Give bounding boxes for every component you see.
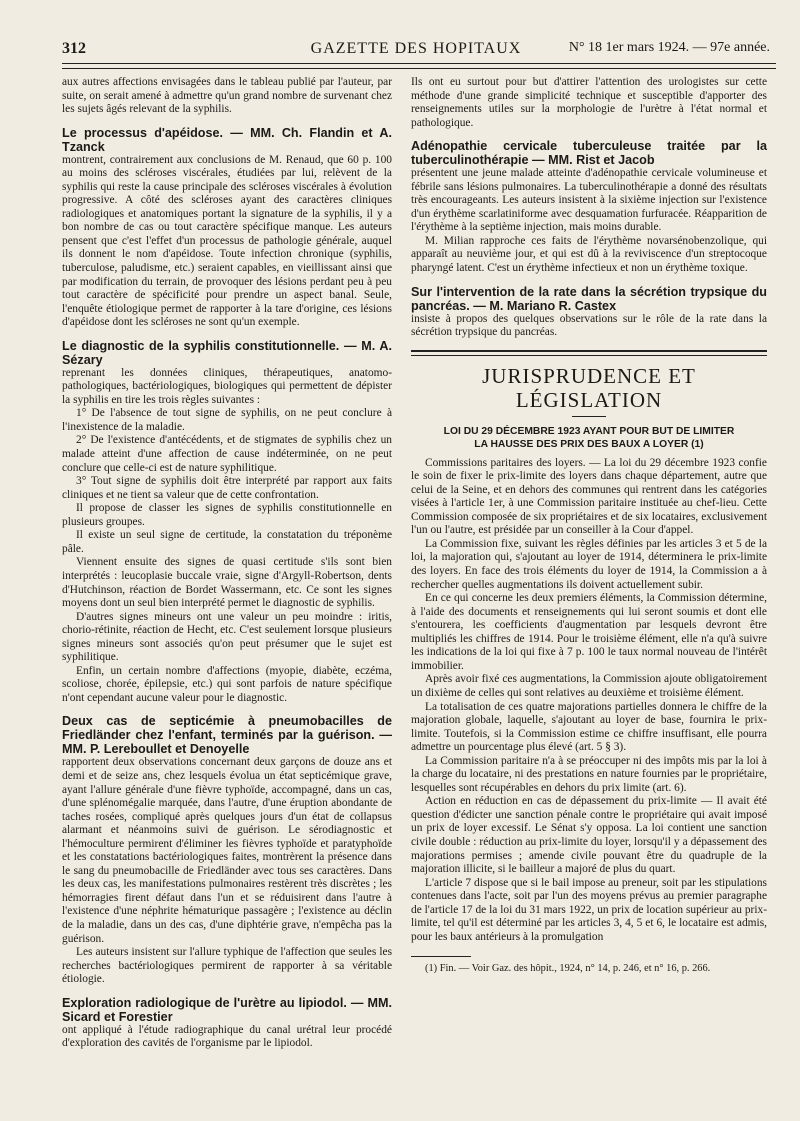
short-rule: [572, 416, 606, 417]
law-paragraph: La Commission paritaire n'a à se préoccuper ni des impôts mis par la loi à la charge du locataire, ni des prestations en nature fournies par le propriétaire, lesquelles sont récupérables en dehors du prix limite (art. 6).: [411, 754, 767, 794]
article-paragraph: Il existe un seul signe de certitude, la constatation du tréponème pâle.: [62, 529, 392, 555]
article-paragraph: D'autres signes mineurs ont une valeur un peu moindre : iritis, chorio-rétinite, réaction de Hecht, etc. C'est seulement lorsque plusieurs signes mineurs sont associés qu'on peut présumer que le sujet est syphilitique.: [62, 610, 392, 664]
article-heading-septicemie: Deux cas de septicémie à pneumobacilles de Friedländer chez l'enfant, terminés par la guérison. — MM. P. Lereboullet et Denoyelle: [62, 714, 392, 757]
section-title: JURISPRUDENCE ET LÉGISLATION: [482, 363, 696, 412]
article-paragraph: 3° Tout signe de syphilis doit être interprété par rapport aux faits cliniques et ne tient sa valeur que de cette confrontation.: [62, 475, 392, 501]
article-paragraph: 2° De l'existence d'antécédents, et de stigmates de syphilis chez un malade atteint d'une affection de cause indéterminée, on ne peut conclure que celle-ci est de nature syphilitique.: [62, 434, 392, 474]
article-paragraph: 1° De l'absence de tout signe de syphilis, on ne peut conclure à l'inexistence de la maladie.: [62, 407, 392, 433]
law-paragraph: Après avoir fixé ces augmentations, la Commission ajoute obligatoirement un dixième de celles qui sont relatives au deuxième et troisième élément.: [411, 673, 767, 699]
law-paragraph: La totalisation de ces quatre majorations partielles donnera le chiffre de la majoration globale, laquelle, s'ajoutant au loyer de base, fournira le prix-limite. Toutefois, si la Commission estime ce chiffre insuffisant, elle pourra admettre un pourcentage plus élevé (art. 5 § 3).: [411, 700, 767, 754]
article-heading-adenopathie: Adénopathie cervicale tuberculeuse traitée par la tuberculinothérapie — MM. Rist et Jacob: [411, 139, 767, 168]
article-heading-syphilis: Le diagnostic de la syphilis constitutionnelle. — M. A. Sézary: [62, 338, 392, 367]
article-paragraph: Il propose de classer les signes de syphilis constitutionnelle en plusieurs groupes.: [62, 502, 392, 528]
article-paragraph: reprenant les données cliniques, thérapeutiques, anatomo-pathologiques, bactériologiques, biologiques qui permettent de dépister la syphilis en tire les trois règles suivantes :: [62, 366, 392, 406]
page-number: 312: [62, 40, 86, 57]
page-header: [62, 40, 770, 62]
footnote-rule: [411, 956, 471, 957]
article-heading-uretre: Exploration radiologique de l'urètre au lipiodol. — MM. Sicard et Forestier: [62, 995, 392, 1024]
article-paragraph: rapportent deux observations concernant deux garçons de douze ans et demi et de seize ans, chez lesquels évolua un état septicémique grave, ayant l'allure générale d'une fièvre typhoïde, accompagné, dans un cas, d'une splénomégalie marquée, dans l'autre, d'une éruption abondante de taches rosées, compliqué après quelques jours d'un état de collapsus alarmant et néanmoins suivi de guérison. Le sérodiagnostic et l'hémoculture permirent d'éliminer les fièvres typhoïde et paratyphoïde et les constatations bactériologiques faites, montrèrent la présence dans le sang du pneumobacille de Friedländer avec tous ses caractères. Dans les deux cas, les manifestations pulmonaires restèrent très discrètes ; les hémorragies firent défaut dans l'un et se réduisirent dans l'autre à l'existence d'une néphrite hématurique passagère ; l'existence au déclin de la maladie, dans un des cas, d'une diphtérie grave, n'empêcha pas la guérison.: [62, 756, 392, 945]
article-paragraph: Viennent ensuite des signes de quasi certitude s'ils sont bien interprétés : leucoplasie buccale vraie, signe d'Argyll-Robertson, dents d'Hutchinson, réaction de Bordet Wassermann, etc. Ce sont les signes moyens dont un seul bien interprété permet le diagnostic de syphilis.: [62, 556, 392, 610]
article-paragraph: présentent une jeune malade atteinte d'adénopathie cervicale volumineuse et fébrile sans lésions pulmonaires. La tuberculinothérapie a donné des résultats très encourageants. Les auteurs insistent à la sixième injection sur l'existence d'un érythème scarlatiniforme avec desquamation furfuracée. Réapparition de l'érythème à la septième injection, mais moins durable.: [411, 167, 767, 234]
article-body-uretre: ont appliqué à l'étude radiographique du canal urétral leur procédé d'exploration des cavités de l'organisme par le lipiodol.: [62, 1023, 392, 1050]
article-body-rate: insiste à propos des quelques observations sur le rôle de la rate dans la sécrétion trypsique du pancréas.: [411, 312, 767, 339]
footnote: (1) Fin. — Voir Gaz. des hôpit., 1924, n° 14, p. 246, et n° 16, p. 266.: [425, 963, 711, 975]
article-heading-rate: Sur l'intervention de la rate dans la sécrétion trypsique du pancréas. — M. Mariano R. Castex: [411, 284, 767, 313]
continuation-paragraph: Ils ont eu surtout pour but d'attirer l'attention des urologistes sur cette méthode d'une grande simplicité technique et susceptible d'apporter des renseignements utiles sur la morphologie de l'urètre à l'état normal et pathologique.: [411, 76, 767, 129]
issue-info: N° 18 1er mars 1924. — 97e année.: [568, 40, 770, 55]
law-title: [411, 425, 767, 451]
law-title-line-1: LOI DU 29 DÉCEMBRE 1923 AYANT POUR BUT DE LIMITER: [443, 425, 735, 437]
article-paragraph: Les auteurs insistent sur l'allure typhique de l'affection que seules les recherches bactériologiques permirent de rapporter à sa véritable étiologie.: [62, 946, 392, 986]
intro-paragraph: aux autres affections envisagées dans le tableau publié par l'auteur, par suite, on serait amené à admettre qu'un grand nombre de survenant chez les sujets âgés relevant de la syphilis.: [62, 76, 392, 116]
law-paragraph: Commissions paritaires des loyers. — La loi du 29 décembre 1923 confie le soin de fixer le prix-limite des loyers dans chaque département, autre que celui de la Seine, et en dehors des communes qui rentrent dans les catégories visées à l'article 1er, à une Commission paritaire instituée au chef-lieu. Cette Commission composée de six propriétaires et de six locataires, exclusivement l'un ou l'autre, est présidée par un conseiller à la Cour d'appel.: [411, 456, 767, 537]
law-paragraph: En ce qui concerne les deux premiers éléments, la Commission détermine, à l'aide des documents et renseignements qui lui seront soumis et dont elle s'entourera, les coefficients d'augmentation par lesquels devront être multipliés les chiffres de 1914. Pour le troisième élément, elle n'a qu'à suivre les indications de la loi qui fixe à 7 p. 100 le taux normal nouveau de l'intérêt immobilier.: [411, 592, 767, 672]
article-heading-apeidose: Le processus d'apéidose. — MM. Ch. Flandin et A. Tzanck: [62, 125, 392, 154]
law-title-line-2: LA HAUSSE DES PRIX DES BAUX A LOYER (1): [474, 438, 704, 450]
right-column: [411, 76, 767, 976]
article-paragraph: M. Milian rapproche ces faits de l'érythème novarsénobenzolique, qui apparaît au neuvième jour, et qui est dû à la reviviscence d'un streptocoque pharyngé latent. C'est un érythème infectieux et non un érythème toxique.: [411, 234, 767, 275]
article-body-apeidose: montrent, contrairement aux conclusions de M. Renaud, que 60 p. 100 au moins des scléroses viscérales, étudiées par lui, relèvent de la syphilis qui reste la cause principale des scléroses viscérales à évolution progressive. A côté des scléroses ayant des caractères cliniques radiologiques et anatomiques portant la signature de la syphilis, il y a bon nombre de cas ou tout caractère spécifique manque. Les auteurs pensent que c'est l'effet d'un processus de pathologie générale, auquel ils donnent le nom d'apéidose. Toute infection chronique (syphilis, tuberculose, paludisme, etc.) seraient capables, en vieillissant ainsi que par modification du terrain, de provoquer des lésions perdant peu à peu tout caractère de spécificité pour prendre un aspect banal. Seule, l'enquête étiologique permet de rapporter à la tare d'origine, ces lésions d'apéidose dont les scléroses ne sont qu'un exemple.: [62, 153, 392, 329]
header-rule-bottom: [62, 68, 776, 69]
law-paragraph: L'article 7 dispose que si le bail impose au preneur, soit par les stipulations contenues dans l'acte, soit par l'un des moyens prévus au premier paragraphe de l'article 17 de la loi du 31 mars 1922, un prix de location supérieur au prix-limite, tel qu'il est déterminé par les articles 3, 4, 5 et 6, le locataire est admis, pour les baux antérieurs à la promulgation: [411, 876, 767, 943]
header-rule-top: [62, 63, 776, 64]
article-paragraph: Enfin, un certain nombre d'affections (myopie, diabète, eczéma, scoliose, chorée, épilepsie, etc.) qui sont parfois de nature spécifique n'ont cependant aucune valeur pour le diagnostic.: [62, 664, 392, 704]
journal-title: GAZETTE DES HOPITAUX: [310, 40, 522, 57]
law-paragraph: Action en réduction en cas de dépassement du prix-limite — Il avait été question d'édicter une sanction pénale contre le propriétaire qui avait imposé un prix de loyer excessif. Le Sénat s'y opposa. La loi contient une sanction civile double : réduction au prix-limite du loyer, lorsqu'il y a dépassement des majorations permises ; amende civile pouvant être du quadruple de la majoration illicite, si le bailleur a majoré de plus du quart.: [411, 795, 767, 876]
section-divider: [411, 350, 767, 356]
left-column: [62, 76, 392, 1051]
law-paragraph: La Commission fixe, suivant les règles définies par les articles 3 et 5 de la loi, la majoration qui, s'ajoutant au loyer de 1914, déterminera le prix-limite des loyers. En face des trois éléments du loyer de 1914, la Commission a à rechercher quelles augmentations ils doivent actuellement subir.: [411, 537, 767, 591]
